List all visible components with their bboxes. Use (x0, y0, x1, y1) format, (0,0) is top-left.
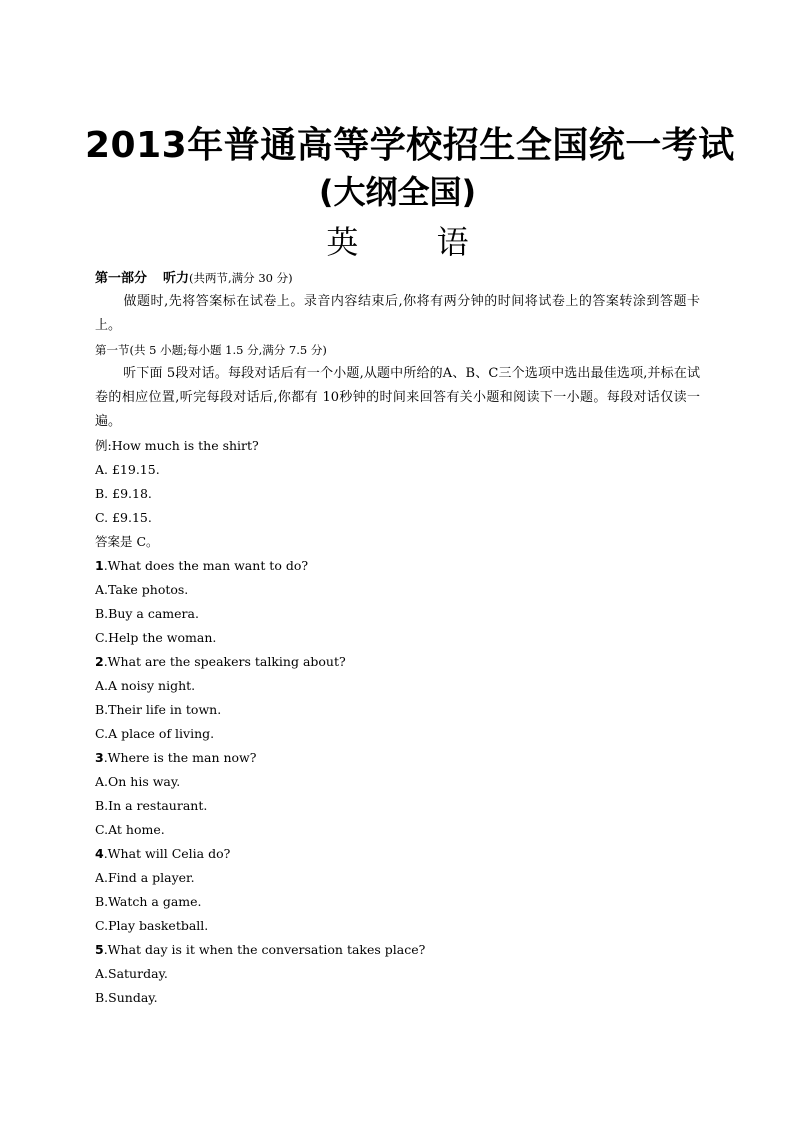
option-a: A.On his way. (95, 774, 181, 789)
option-a: A.A noisy night. (95, 678, 196, 693)
part1-instruction (95, 290, 700, 338)
part1-instruction-text: 做题时,先将答案标在试卷上。录音内容结束后,你将有两分钟的时间将试卷上的答案转涂到答题卡上。 (95, 294, 700, 333)
question-text: .Where is the man now? (103, 750, 257, 765)
option-a: A.Take photos. (95, 582, 189, 597)
question-text: .What does the man want to do? (103, 558, 309, 573)
part1-name: 听力 (163, 271, 190, 286)
option-c: C.At home. (95, 822, 165, 837)
example-option-a: A. £19.15. (95, 462, 160, 477)
question-text: .What are the speakers talking about? (103, 654, 346, 669)
question-stem (95, 554, 700, 578)
question-4 (95, 842, 700, 938)
part1-label: 第一部分 (95, 271, 148, 286)
question-2 (95, 650, 700, 746)
exam-content (95, 266, 700, 1010)
section1-instruction-text: 听下面 5段对话。每段对话后有一个小题,从题中所给的A、B、C三个选项中选出最佳选项,并标在试卷的相应位置,听完每段对话后,你都有 10秒钟的时间来回答有关小题和阅读下一小题。每段对话仅读一遍。 (95, 366, 700, 429)
option-c: C.A place of living. (95, 726, 215, 741)
question-5 (95, 938, 700, 1010)
section1-instruction (95, 362, 700, 434)
option-a: A.Find a player. (95, 870, 195, 885)
subject-title: 英 语 (326, 223, 503, 261)
question-text: .What will Celia do? (103, 846, 231, 861)
option-a: A.Saturday. (95, 966, 168, 981)
option-b: B.In a restaurant. (95, 798, 208, 813)
option-c: C.Play basketball. (95, 918, 209, 933)
example-block (95, 434, 700, 554)
exam-subtitle: (大纲全国) (318, 173, 477, 211)
question-1 (95, 554, 700, 650)
option-b: B.Buy a camera. (95, 606, 199, 621)
option-b: B.Watch a game. (95, 894, 202, 909)
example-answer: 答案是 C。 (95, 534, 159, 549)
question-3 (95, 746, 700, 842)
question-number: 4 (95, 846, 104, 861)
question-stem (95, 938, 700, 962)
exam-title: 2013年普通高等学校招生全国统一考试 (85, 125, 735, 166)
example-option-c: C. £9.15. (95, 510, 152, 525)
example-option-b: B. £9.18. (95, 486, 152, 501)
question-stem (95, 842, 700, 866)
question-number: 2 (95, 654, 104, 669)
part1-heading (95, 266, 700, 290)
question-stem (95, 746, 700, 770)
section1-heading: 第一节(共 5 小题;每小题 1.5 分,满分 7.5 分) (95, 343, 327, 357)
question-text: .What day is it when the conversation takes place? (103, 942, 426, 957)
question-number: 5 (95, 942, 104, 957)
option-c: C.Help the woman. (95, 630, 217, 645)
question-stem (95, 650, 700, 674)
question-number: 1 (95, 558, 104, 573)
option-b: B.Their life in town. (95, 702, 222, 717)
option-b: B.Sunday. (95, 990, 158, 1005)
question-number: 3 (95, 750, 104, 765)
part1-note: (共两节,满分 30 分) (189, 271, 293, 285)
example-question: 例:How much is the shirt? (95, 438, 259, 453)
